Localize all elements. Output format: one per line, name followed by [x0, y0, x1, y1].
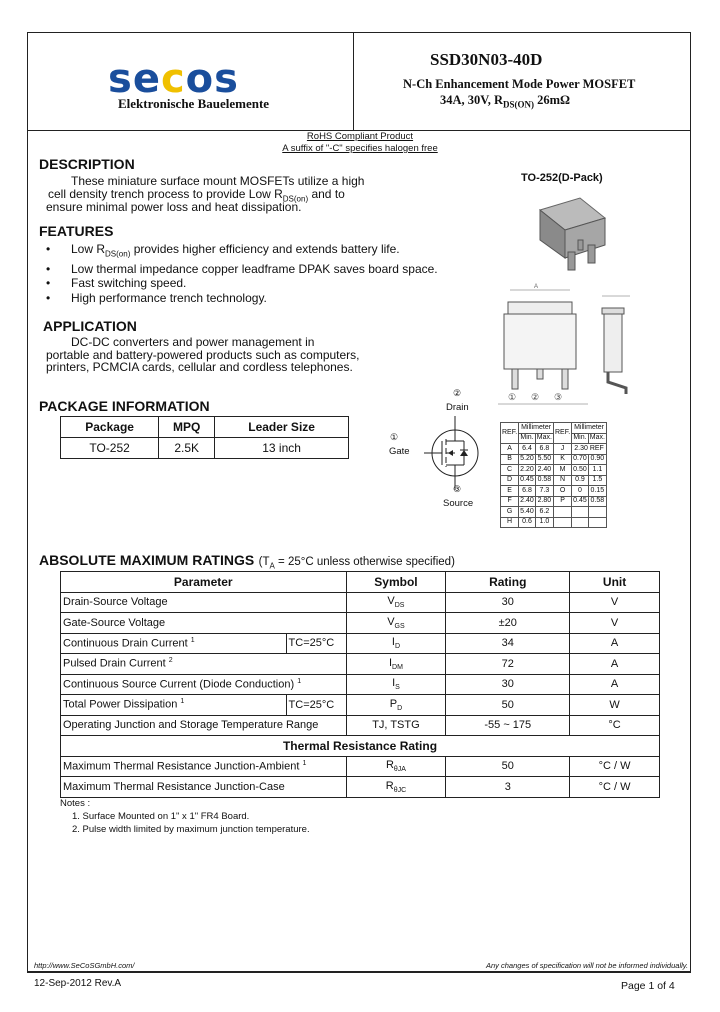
amr-row — [61, 592, 660, 613]
svg-text:②: ② — [531, 392, 540, 402]
footer-url[interactable]: http://www.SeCoSGmbH.com/ — [34, 961, 135, 970]
amr-param — [61, 592, 347, 613]
description-title: DESCRIPTION — [39, 156, 135, 172]
amr-unit: A — [570, 674, 660, 695]
amr-symbol — [346, 613, 446, 634]
amr-unit: V — [570, 592, 660, 613]
pkg-header: Package — [61, 417, 159, 438]
page-number: Page 1 of 4 — [621, 980, 675, 992]
thermal-symbol — [346, 777, 446, 798]
svg-text:A: A — [534, 284, 539, 290]
amr-unit: A — [570, 633, 660, 654]
thermal-unit: °C / W — [570, 777, 660, 798]
footer-divider — [27, 972, 691, 973]
amr-condition: TC=25°C — [286, 695, 346, 716]
pkg-header: Leader Size — [215, 417, 349, 438]
svg-text:③: ③ — [554, 392, 563, 402]
feature-item: • Low thermal impedance copper leadframe DPAK saves board space. — [44, 262, 438, 277]
dim-cell: 5.20 — [519, 454, 536, 465]
dim-row — [501, 444, 607, 455]
dim-header: Millimeter — [572, 423, 607, 434]
dim-cell: 2.20 — [519, 465, 536, 476]
logo-letter: s — [214, 56, 239, 102]
amr-param — [61, 613, 347, 634]
dim-cell: 6.8 — [535, 444, 553, 455]
amr-title: ABSOLUTE MAXIMUM RATINGS — [39, 552, 255, 568]
dim-cell: 5.50 — [535, 454, 553, 465]
symbol-sub: D — [394, 643, 400, 651]
logo-letter: c — [160, 56, 186, 102]
part-description: N-Ch Enhancement Mode Power MOSFET — [403, 77, 636, 91]
symbol-main: I — [392, 677, 396, 690]
amr-header: Symbol — [346, 572, 446, 593]
logo-letter: e — [132, 56, 161, 102]
param-text: Total Power Dissipation — [63, 699, 178, 712]
dim-cell: G — [501, 507, 519, 518]
amr-symbol — [346, 633, 446, 654]
dim-cell: 0.70 — [572, 454, 589, 465]
amr-unit: °C — [570, 715, 660, 736]
part-number: SSD30N03-40D — [430, 50, 543, 69]
amr-rating: 34 — [446, 633, 570, 654]
dim-cell: 1.5 — [588, 475, 606, 486]
notes — [60, 797, 310, 836]
amr-rating: 30 — [446, 592, 570, 613]
amr-cond-prefix: (T — [258, 556, 270, 568]
header-vertical-divider — [353, 32, 354, 130]
dim-cell: H — [501, 517, 519, 528]
symbol-main: TJ, TSTG — [372, 719, 420, 732]
dim-cell: 2.80 — [535, 496, 553, 507]
dim-subheader: Min. — [519, 433, 536, 444]
desc-rds-sub: DS(on) — [282, 194, 309, 204]
param-footnote: 2 — [168, 657, 173, 665]
dim-cell — [572, 517, 589, 528]
dim-cell: F — [501, 496, 519, 507]
source-label: Source — [443, 498, 474, 509]
thermal-param — [61, 777, 347, 798]
symbol-main: R — [385, 759, 394, 772]
amr-row — [61, 613, 660, 634]
param-footnote: 1 — [190, 636, 195, 644]
description-line-1: These miniature surface mount MOSFETs utilize a high — [71, 174, 365, 188]
dim-cell — [553, 507, 571, 518]
dim-cell: D — [501, 475, 519, 486]
amr-rating: -55 ~ 175 — [446, 715, 570, 736]
symbol-main: R — [385, 779, 394, 792]
drain-label: Drain — [446, 402, 469, 413]
dim-cell: A — [501, 444, 519, 455]
gate-label: Gate — [389, 446, 410, 457]
amr-row — [61, 654, 660, 675]
symbol-sub: θJA — [393, 766, 406, 774]
amr-table — [60, 571, 660, 798]
dim-cell: 7.3 — [535, 486, 553, 497]
dim-cell: 0.45 — [572, 496, 589, 507]
features-title: FEATURES — [39, 223, 114, 239]
symbol-sub: θJC — [393, 786, 407, 794]
dim-cell: 0 — [572, 486, 589, 497]
dim-cell: 2.30 REF — [572, 444, 607, 455]
revision-date: 12-Sep-2012 Rev.A — [34, 978, 122, 989]
amr-symbol — [346, 695, 446, 716]
dim-cell — [588, 517, 606, 528]
amr-title-line — [39, 552, 455, 570]
dim-row — [501, 507, 607, 518]
param-text: Gate-Source Voltage — [63, 616, 166, 629]
amr-rating: 50 — [446, 695, 570, 716]
logo-letter: o — [185, 56, 215, 102]
amr-rating: 72 — [446, 654, 570, 675]
dim-cell: 5.40 — [519, 507, 536, 518]
desc-line2-suffix: and to — [308, 187, 345, 201]
pkg-cell: 13 inch — [215, 438, 349, 459]
dim-row — [501, 517, 607, 528]
amr-condition — [258, 556, 455, 571]
package-3d-drawing — [520, 190, 610, 280]
dim-cell: B — [501, 454, 519, 465]
dim-cell: 0.15 — [588, 486, 606, 497]
amr-param — [61, 695, 287, 716]
symbol-sub: DS — [394, 602, 405, 610]
dim-cell: 0.90 — [588, 454, 606, 465]
amr-param — [61, 674, 347, 695]
param-text: Drain-Source Voltage — [63, 596, 168, 609]
amr-row — [61, 715, 660, 736]
notes-title: Notes : — [60, 798, 91, 809]
dim-row — [501, 486, 607, 497]
dim-cell: 1.1 — [588, 465, 606, 476]
param-text: Maximum Thermal Resistance Junction-Case — [63, 780, 285, 793]
dim-cell: O — [553, 486, 571, 497]
thermal-symbol — [346, 756, 446, 777]
logo-subtitle: Elektronische Bauelemente — [118, 96, 270, 111]
amr-cond-rest: = 25°C unless otherwise specified) — [274, 556, 455, 568]
note-item: 2. Pulse width limited by maximum junction temperature. — [72, 824, 310, 835]
feature-sub: DS(on) — [105, 249, 131, 259]
symbol-sub: GS — [394, 622, 405, 630]
application-line-2: portable and battery-powered products such as computers, — [46, 348, 360, 362]
amr-cond-sub: A — [269, 561, 275, 571]
amr-symbol — [346, 674, 446, 695]
rating-suffix: 26mΩ — [533, 93, 571, 107]
rating-prefix: 34A, 30V, R — [440, 93, 503, 107]
rohs-line: RoHS Compliant Product — [306, 131, 414, 142]
application-line-1: DC-DC converters and power management in — [71, 335, 315, 349]
feature-item — [44, 242, 438, 262]
application-line-3: printers, PCMCIA cards, cellular and cordless telephones. — [46, 360, 353, 374]
amr-unit: W — [570, 695, 660, 716]
amr-param — [61, 654, 347, 675]
symbol-sub: S — [395, 684, 400, 692]
feature-text: Low R — [71, 242, 106, 256]
logo-letter: s — [108, 56, 133, 102]
amr-row — [61, 674, 660, 695]
amr-symbol — [346, 654, 446, 675]
desc-line2-text: cell density trench process to provide Low R — [48, 187, 283, 201]
dim-subheader: Max. — [588, 433, 606, 444]
application-title: APPLICATION — [43, 318, 137, 334]
footer-disclaimer: Any changes of specification will not be informed individually. — [486, 961, 689, 970]
amr-row — [61, 633, 660, 654]
param-text: Operating Junction and Storage Temperature Range — [63, 719, 319, 732]
dim-cell: 0.58 — [588, 496, 606, 507]
thermal-row — [61, 777, 660, 798]
dim-row — [501, 454, 607, 465]
features-list — [44, 242, 438, 305]
amr-header: Rating — [446, 572, 570, 593]
dim-cell: 1.0 — [535, 517, 553, 528]
thermal-param — [61, 756, 347, 777]
symbol-main: V — [387, 595, 395, 608]
feature-suffix: provides higher efficiency and extends battery life. — [130, 242, 400, 256]
pkg-cell: TO-252 — [61, 438, 159, 459]
dim-cell: E — [501, 486, 519, 497]
svg-text:①: ① — [508, 392, 517, 402]
gate-number: ① — [390, 432, 399, 442]
dim-row — [501, 475, 607, 486]
package-table — [60, 416, 349, 459]
amr-header: Unit — [570, 572, 660, 593]
amr-param — [61, 715, 347, 736]
dim-header: REF. — [501, 423, 519, 444]
dim-header: REF. — [553, 423, 571, 444]
param-text: Pulsed Drain Current — [63, 658, 166, 671]
dim-cell: C — [501, 465, 519, 476]
symbol-main: V — [387, 615, 395, 628]
package-name: TO-252(D-Pack) — [521, 172, 603, 184]
thermal-header-row — [61, 736, 660, 757]
amr-symbol — [346, 715, 446, 736]
thermal-rating: 3 — [446, 777, 570, 798]
dim-subheader: Min. — [572, 433, 589, 444]
dimension-table — [500, 422, 607, 528]
amr-header: Parameter — [61, 572, 347, 593]
dim-subheader: Max. — [535, 433, 553, 444]
pkg-cell: 2.5K — [159, 438, 215, 459]
symbol-sub: D — [397, 704, 403, 712]
symbol-main: I — [391, 636, 395, 649]
amr-unit: V — [570, 613, 660, 634]
source-number: ③ — [453, 484, 462, 494]
dim-cell: 0.50 — [572, 465, 589, 476]
dim-cell: 0.6 — [519, 517, 536, 528]
pkg-header: MPQ — [159, 417, 215, 438]
param-text: Continuous Source Current (Diode Conduction) — [63, 678, 295, 691]
amr-symbol — [346, 592, 446, 613]
dim-cell: 2.40 — [535, 465, 553, 476]
symbol-main: P — [389, 697, 398, 710]
param-footnote: 1 — [180, 698, 185, 706]
param-footnote: 1 — [297, 677, 302, 685]
thermal-unit: °C / W — [570, 756, 660, 777]
dim-cell: 2.40 — [519, 496, 536, 507]
dim-cell — [588, 507, 606, 518]
param-text: Maximum Thermal Resistance Junction-Ambient — [63, 760, 300, 773]
dim-cell: N — [553, 475, 571, 486]
param-footnote: 1 — [302, 759, 307, 767]
dim-header: Millimeter — [519, 423, 554, 434]
dim-row — [501, 465, 607, 476]
dim-cell: 0.58 — [535, 475, 553, 486]
dim-row — [501, 496, 607, 507]
symbol-main: I — [388, 656, 393, 669]
dim-cell: J — [553, 444, 571, 455]
amr-rating: 30 — [446, 674, 570, 695]
description-line-3: ensure minimal power loss and heat dissipation. — [46, 200, 302, 214]
symbol-sub: DM — [392, 663, 403, 671]
thermal-row — [61, 756, 660, 777]
package-title: PACKAGE INFORMATION — [39, 398, 210, 414]
dim-cell: 6.8 — [519, 486, 536, 497]
thermal-title: Thermal Resistance Rating — [61, 736, 660, 757]
drain-number: ② — [453, 388, 462, 398]
note-item: 1. Surface Mounted on 1" x 1" FR4 Board. — [72, 811, 250, 822]
param-text: Continuous Drain Current — [63, 637, 188, 650]
dim-cell — [572, 507, 589, 518]
dim-cell: K — [553, 454, 571, 465]
dim-cell: 0.9 — [572, 475, 589, 486]
dim-cell: P — [553, 496, 571, 507]
thermal-rating: 50 — [446, 756, 570, 777]
halogen-line: A suffix of "-C" specifies halogen free — [282, 143, 438, 154]
dim-cell — [553, 517, 571, 528]
amr-condition: TC=25°C — [286, 633, 346, 654]
feature-item: • Fast switching speed. — [44, 276, 438, 291]
feature-item: • High performance trench technology. — [44, 291, 438, 306]
amr-unit: A — [570, 654, 660, 675]
package-dimension-drawing — [498, 282, 646, 412]
amr-rating: ±20 — [446, 613, 570, 634]
dim-cell: 0.45 — [519, 475, 536, 486]
rating-sub: DS(ON) — [502, 99, 534, 110]
dim-cell: 6.4 — [519, 444, 536, 455]
part-rating — [440, 93, 570, 110]
amr-row — [61, 695, 660, 716]
dim-cell: 6.2 — [535, 507, 553, 518]
dim-cell: M — [553, 465, 571, 476]
amr-param — [61, 633, 287, 654]
